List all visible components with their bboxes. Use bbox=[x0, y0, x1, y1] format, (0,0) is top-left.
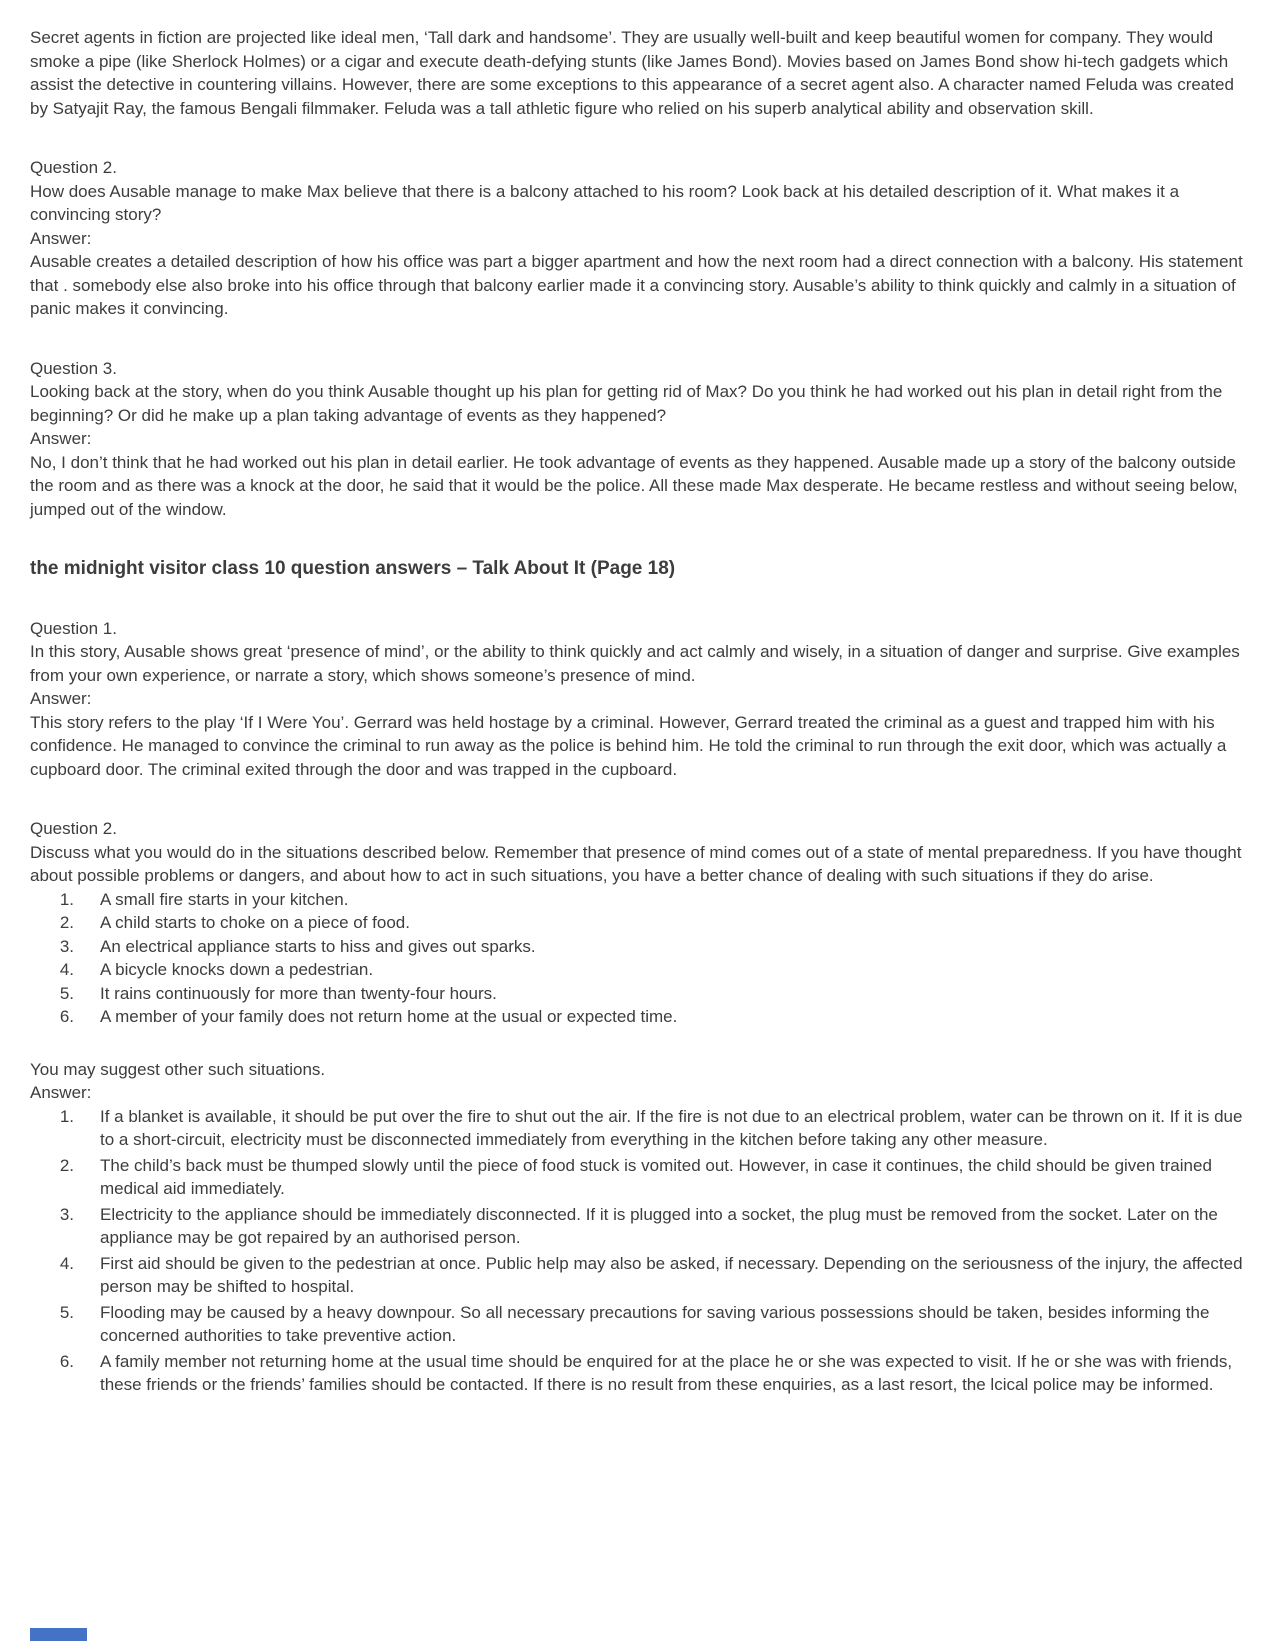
list-item-text: A family member not returning home at the usual time should be enquired for at the place he or she was expected to visit. If he or she was with friends, these friends or the friends’ families should be contacted. If there is no result from these enquiries, as a last resort, the lcical police may be informed. bbox=[100, 1351, 1233, 1394]
suggest-note-block bbox=[30, 1058, 1245, 1105]
list-item bbox=[30, 982, 1245, 1006]
list-item-number: 6. bbox=[59, 1007, 74, 1026]
clipped-link-fragment[interactable] bbox=[30, 1628, 87, 1641]
list-item bbox=[30, 1154, 1245, 1201]
suggest-note: You may suggest other such situations. bbox=[30, 1059, 326, 1079]
list-item-text: An electrical appliance starts to hiss and gives out sparks. bbox=[100, 936, 536, 956]
list-item bbox=[30, 1105, 1245, 1152]
question-2-block bbox=[30, 156, 1245, 321]
question-text: Looking back at the story, when do you think Ausable thought up his plan for getting rid of Max? Do you think he had worked out his plan in detail right from the beginning? Or did he make up a plan taking advantage of events as they happened? bbox=[30, 382, 1223, 425]
situations-list bbox=[30, 888, 1245, 1029]
talk-question-1-block bbox=[30, 617, 1245, 782]
answer-text: Ausable creates a detailed description of how his office was part a bigger apartment and how the next room had a direct connection with a balcony. His statement that . somebody else also broke into his office through that balcony earlier made it a convincing story. Ausable’s ability to think quickly and calmly in a situation of panic makes it convincing. bbox=[30, 252, 1243, 318]
list-item bbox=[30, 888, 1245, 912]
list-item bbox=[30, 958, 1245, 982]
document-content bbox=[30, 26, 1245, 1399]
list-item-text: First aid should be given to the pedestrian at once. Public help may also be asked, if necessary. Depending on the seriousness of the injury, the affected person may be shifted to hospital. bbox=[100, 1253, 1243, 1296]
list-item-text: The child’s back must be thumped slowly until the piece of food stuck is vomited out. However, in case it continues, the child should be given trained medical aid immediately. bbox=[100, 1155, 1212, 1198]
list-item-text: Electricity to the appliance should be immediately disconnected. If it is plugged into a socket, the plug must be removed from the socket. Later on the appliance may be got repaired by an authorised person. bbox=[100, 1204, 1218, 1247]
answer-label: Answer: bbox=[30, 1083, 92, 1102]
intro-paragraph: Secret agents in fiction are projected like ideal men, ‘Tall dark and handsome’. They are usually well-built and keep beautiful women for company. They would smoke a pipe (like Sherlock Holmes) or a cigar and execute death-defying stunts (like James Bond). Movies based on James Bond show hi-tech gadgets which assist the detective in countering villains. However, there are some exceptions to this appearance of a secret agent also. A character named Feluda was created by Satyajit Ray, the famous Bengali filmmaker. Feluda was a tall athletic figure who relied on his superb analytical ability and observation skill. bbox=[30, 28, 1234, 118]
list-item-number: 3. bbox=[59, 936, 74, 956]
list-item bbox=[30, 935, 1245, 959]
answer-label: Answer: bbox=[30, 429, 92, 448]
list-item-text: Flooding may be caused by a heavy downpour. So all necessary precautions for saving various possessions should be taken, besides informing the concerned authorities to take preventive action. bbox=[100, 1302, 1210, 1345]
list-item bbox=[30, 911, 1245, 935]
answer-text: No, I don’t think that he had worked out his plan in detail earlier. He took advantage of events as they happened. Ausable made up a story of the balcony outside the room and as there was a knock at the door, he said that it would be the police. All these made Max desperate. He became restless and without seeing below, jumped out of the window. bbox=[30, 452, 1238, 519]
list-item-text: A member of your family does not return home at the usual or expected time. bbox=[100, 1007, 678, 1026]
list-item-number: 1. bbox=[59, 889, 74, 909]
list-item-number: 6. bbox=[59, 1351, 74, 1371]
question-label: Question 2. bbox=[30, 158, 117, 177]
question-text: Discuss what you would do in the situations described below. Remember that presence of mind comes out of a state of mental preparedness. If you have thought about possible problems or dangers, and about how to act in such situations, you have a better chance of dealing with such situations if they do arise. bbox=[30, 842, 1242, 885]
question-3-block bbox=[30, 357, 1245, 522]
list-item-number: 5. bbox=[59, 983, 74, 1003]
list-item-text: If a blanket is available, it should be put over the fire to shut out the air. If the fire is not due to an electrical problem, water can be thrown on it. If it is due to a short-circuit, electricity must be disconnected immediately from everything in the kitchen before taking any other measure. bbox=[100, 1106, 1243, 1149]
question-label: Question 1. bbox=[30, 618, 117, 638]
list-item bbox=[30, 1005, 1245, 1029]
talk-question-2-block bbox=[30, 817, 1245, 888]
list-item-number: 1. bbox=[59, 1106, 74, 1126]
list-item-number: 5. bbox=[59, 1302, 74, 1322]
answer-label: Answer: bbox=[30, 228, 92, 248]
list-item-text: A child starts to choke on a piece of food. bbox=[100, 913, 410, 932]
list-item bbox=[30, 1301, 1245, 1348]
answer-label: Answer: bbox=[30, 689, 92, 708]
list-item bbox=[30, 1203, 1245, 1250]
question-label: Question 2. bbox=[30, 819, 117, 838]
section-heading: the midnight visitor class 10 question answers – Talk About It (Page 18) bbox=[30, 558, 676, 579]
question-text: In this story, Ausable shows great ‘presence of mind’, or the ability to think quickly and act calmly and wisely, in a situation of danger and surprise. Give examples from your own experience, or narrate a story, which shows someone’s presence of mind. bbox=[30, 642, 1240, 685]
list-item-text: It rains continuously for more than twenty-four hours. bbox=[100, 983, 497, 1003]
list-item-text: A small fire starts in your kitchen. bbox=[100, 889, 349, 909]
list-item-number: 2. bbox=[59, 1155, 74, 1175]
list-item bbox=[30, 1252, 1245, 1299]
situation-answers-list bbox=[30, 1105, 1245, 1397]
list-item-text: A bicycle knocks down a pedestrian. bbox=[100, 960, 374, 979]
list-item-number: 3. bbox=[59, 1204, 74, 1224]
question-label: Question 3. bbox=[30, 358, 117, 378]
list-item bbox=[30, 1350, 1245, 1397]
answer-text: This story refers to the play ‘If I Were You’. Gerrard was held hostage by a criminal. However, Gerrard treated the criminal as a guest and trapped him with his confidence. He managed to convince the criminal to run away as the police is behind him. He told the criminal to run through the exit door, which was actually a cupboard door. The criminal exited through the door and was trapped in the cupboard. bbox=[30, 712, 1227, 779]
list-item-number: 4. bbox=[59, 960, 74, 979]
question-text: How does Ausable manage to make Max believe that there is a balcony attached to his room? Look back at his detailed description of it. What makes it a convincing story? bbox=[30, 181, 1180, 224]
list-item-number: 4. bbox=[59, 1253, 74, 1273]
list-item-number: 2. bbox=[59, 913, 74, 932]
